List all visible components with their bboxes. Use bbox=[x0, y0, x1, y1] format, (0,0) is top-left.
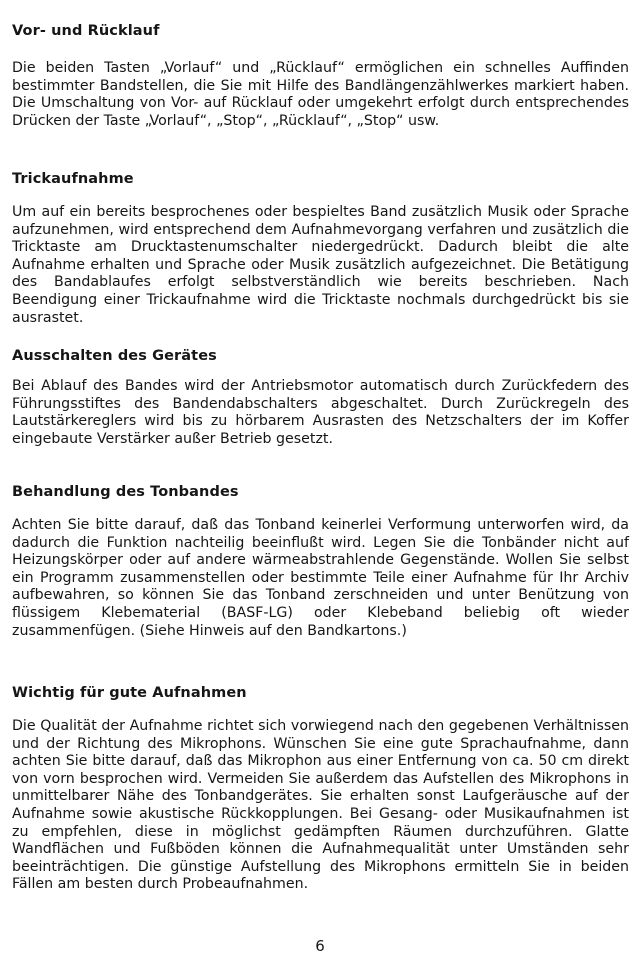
section-body: Die beiden Tasten „Vorlauf“ und „Rücklauf“ ermöglichen ein schnelles Auffinden bestimmter Bandstellen, die Sie mit Hilfe des Bandlängenzählwerkes markiert haben. Die Umschaltung von Vor- auf Rücklauf oder umgekehrt erfolgt durch entsprechendes Drücken der Taste „Vorlauf“, „Stop“, „Rücklauf“, „Stop“ usw. bbox=[12, 60, 629, 129]
section-trickaufnahme bbox=[12, 170, 629, 327]
section-body: Bei Ablauf des Bandes wird der Antriebsmotor automatisch durch Zurückfedern des Führungsstiftes des Bandendabschalters abgeschaltet. Durch Zurückregeln des Lautstärkereglers wird bis zu hörbarem Ausrasten des Netzschalters der im Koffer eingebaute Verstärker außer Betrieb gesetzt. bbox=[12, 378, 629, 447]
section-heading: Trickaufnahme bbox=[12, 171, 134, 187]
section-heading: Ausschalten des Gerätes bbox=[12, 348, 217, 364]
section-behandlung-des-tonbandes bbox=[12, 483, 629, 640]
section-heading: Behandlung des Tonbandes bbox=[12, 484, 239, 500]
section-vor-und-ruecklauf bbox=[12, 22, 629, 130]
section-body: Die Qualität der Aufnahme richtet sich vorwiegend nach den gegebenen Verhältnissen und der Richtung des Mikrophons. Wünschen Sie eine gute Sprachaufnahme, dann achten Sie bitte darauf, daß das Mikrophon aus einer Entfernung von ca. 50 cm direkt von vorn besprochen wird. Vermeiden Sie außerdem das Aufstellen des Mikrophons in unmittelbarer Nähe des Tonbandgerätes. Sie erhalten sonst Laufgeräusche auf der Aufnahme sowie akustische Rückkopplungen. Bei Gesang- oder Musikaufnahmen ist zu empfehlen, diese in möglichst gedämpften Räumen durchzuführen. Glatte Wandflächen und Fußböden können die Aufnahmequalität unter Umständen sehr beeinträchtigen. Die günstige Aufstellung des Mikrophons ermitteln Sie in beiden Fällen am besten durch Probeaufnahmen. bbox=[12, 718, 629, 893]
section-heading: Vor- und Rücklauf bbox=[12, 23, 160, 39]
section-body: Achten Sie bitte darauf, daß das Tonband keinerlei Verformung unterworfen wird, da dadurch die Funktion nachteilig beeinflußt wird. Legen Sie die Tonbänder nicht auf Heizungskörper oder auf andere wärmeabstrahlende Gegenstände. Wollen Sie selbst ein Programm zusammenstellen oder bestimmte Teile einer Aufnahme für Ihr Archiv aufbewahren, so können Sie das Tonband zerschneiden und unter Benützung von flüssigem Klebematerial (BASF-LG) oder Klebeband beliebig oft wieder zusammenfügen. (Siehe Hinweis auf den Bandkartons.) bbox=[12, 517, 629, 639]
section-ausschalten-des-geraetes bbox=[12, 347, 629, 448]
section-body: Um auf ein bereits besprochenes oder bespieltes Band zusätzlich Musik oder Sprache aufzunehmen, wird entsprechend dem Aufnahmevorgang verfahren und zusätzlich die Tricktaste am Drucktastenumschalter niedergedrückt. Dadurch bleibt die alte Aufnahme erhalten und Sprache oder Musik zusätzlich aufgezeichnet. Die Betätigung des Bandablaufes erfolgt selbstverständlich wie bereits beschrieben. Nach Beendigung einer Trickaufnahme wird die Tricktaste nochmals durchgedrückt bis sie ausrastet. bbox=[12, 204, 629, 326]
section-heading: Wichtig für gute Aufnahmen bbox=[12, 685, 247, 701]
section-wichtig-fuer-gute-aufnahmen bbox=[12, 684, 629, 894]
page-number: 6 bbox=[315, 937, 325, 955]
